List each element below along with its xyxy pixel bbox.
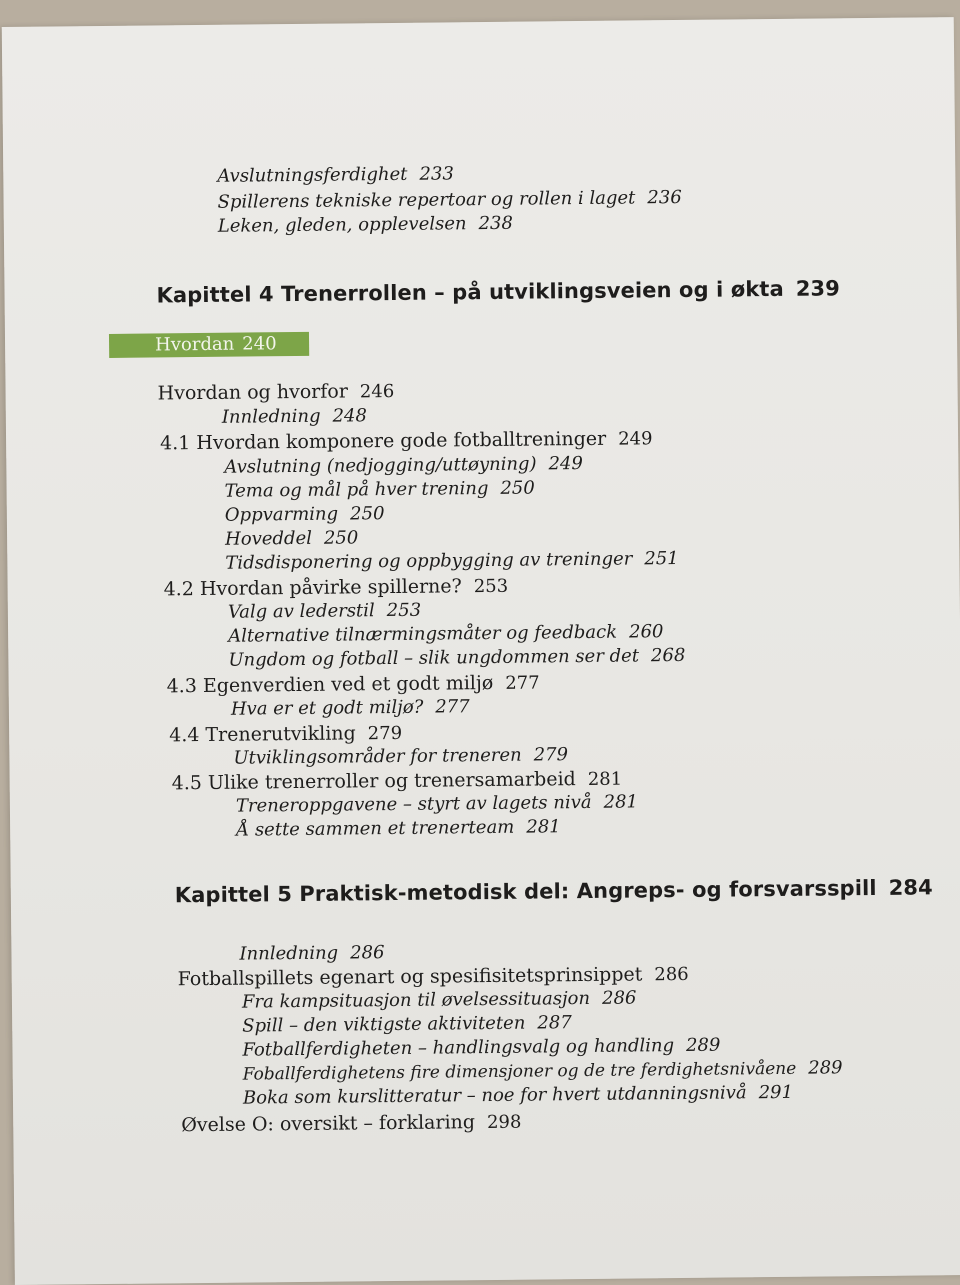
entry-title: Oppvarming xyxy=(224,503,339,526)
entry-title: Treneroppgavene – styrt av lagets nivå xyxy=(235,791,592,817)
entry-page: 250 xyxy=(323,527,359,549)
toc-entry xyxy=(217,162,454,188)
table-of-contents xyxy=(2,17,960,1285)
entry-page: 277 xyxy=(435,696,470,718)
entry-page: 250 xyxy=(500,477,535,499)
entry-title: Leken, gleden, opplevelsen xyxy=(217,213,467,237)
chapter-heading xyxy=(175,875,933,907)
entry-page: 291 xyxy=(758,1081,794,1104)
entry-page: 289 xyxy=(808,1057,843,1079)
toc-entry xyxy=(236,815,561,842)
entry-page: 277 xyxy=(505,672,540,694)
entry-title: Innledning xyxy=(221,405,321,428)
entry-title: Avslutningsferdighet xyxy=(217,163,408,187)
toc-entry xyxy=(225,547,679,576)
entry-page: 279 xyxy=(367,722,403,745)
entry-page: 249 xyxy=(548,452,584,475)
book-page xyxy=(2,17,960,1285)
chapter-page: 239 xyxy=(795,276,841,301)
entry-page: 268 xyxy=(650,644,686,667)
chapter-heading xyxy=(156,276,840,307)
chapter-title: Kapittel 5 Praktisk-metodisk del: Angreps- og forsvarsspill xyxy=(174,875,877,908)
entry-title: Tema og mål på hver trening xyxy=(224,477,489,502)
toc-entry xyxy=(218,212,513,239)
entry-page: 289 xyxy=(685,1034,721,1056)
entry-page: 281 xyxy=(603,791,639,813)
toc-entry xyxy=(242,986,637,1014)
section-title: Hvordan xyxy=(154,333,235,356)
entry-title: Tidsdisponering og oppbygging av treninger xyxy=(225,548,633,574)
entry-page: 248 xyxy=(332,405,368,427)
entry-page: 236 xyxy=(647,186,682,209)
entry-page: 249 xyxy=(618,428,653,450)
toc-entry xyxy=(236,790,638,818)
toc-entry xyxy=(233,743,568,771)
entry-title: 4.1 Hvordan komponere gode fotballtreninger xyxy=(159,427,607,455)
entry-page: 286 xyxy=(654,963,689,986)
entry-page: 286 xyxy=(601,987,637,1009)
entry-title: Hvordan og hvorfor xyxy=(157,380,348,405)
section-page: 240 xyxy=(242,333,277,355)
entry-title: Boka som kurslitteratur – noe for hvert utdanningsnivå xyxy=(242,1082,747,1109)
entry-page: 251 xyxy=(644,548,679,570)
entry-title: 4.5 Ulike trenerroller og trenersamarbeid xyxy=(171,768,576,795)
entry-title: Valg av lederstil xyxy=(227,600,375,623)
entry-page: 253 xyxy=(473,575,509,598)
entry-page: 238 xyxy=(478,212,513,235)
entry-page: 250 xyxy=(350,503,385,525)
entry-title: Ungdom og fotball – slik ungdommen ser det xyxy=(228,645,640,671)
toc-entry xyxy=(181,1110,521,1139)
entry-title: Spillerens tekniske repertoar og rollen i laget xyxy=(217,187,636,213)
entry-title: Innledning xyxy=(239,942,339,965)
entry-page: 279 xyxy=(533,744,569,766)
toc-entry xyxy=(222,404,367,430)
entry-title: Alternative tilnærmingsmåter og feedback xyxy=(228,621,618,647)
entry-title: Avslutning (nedjogging/uttøyning) xyxy=(224,453,537,478)
entry-title: Fra kampsituasjon til øvelsessituasjon xyxy=(241,987,591,1013)
toc-entry xyxy=(164,574,509,603)
entry-title: Fotballferdigheten – handlingsvalg og handling xyxy=(242,1035,675,1061)
toc-entry xyxy=(167,670,540,699)
entry-page: 286 xyxy=(350,942,385,964)
entry-title: Hva er et godt miljø? xyxy=(230,696,424,720)
entry-title: Utviklingsområder for treneren xyxy=(233,744,522,769)
entry-title: 4.3 Egenverdien ved et godt miljø xyxy=(166,671,494,698)
toc-entry xyxy=(169,721,402,748)
toc-entry xyxy=(225,502,385,528)
toc-entry xyxy=(225,526,358,551)
toc-entry xyxy=(243,1081,793,1111)
toc-entry xyxy=(224,477,534,504)
entry-title: Foballferdighetens fire dimensjoner og de tre ferdighetsnivåene xyxy=(242,1058,797,1085)
entry-page: 253 xyxy=(386,599,422,622)
entry-page: 260 xyxy=(628,621,664,643)
entry-title: Å sette sammen et trenerteam xyxy=(236,816,515,841)
toc-entry xyxy=(239,941,384,967)
entry-page: 281 xyxy=(526,816,561,838)
entry-title: 4.2 Hvordan påvirke spillerne? xyxy=(163,575,462,601)
entry-title: Hoveddel xyxy=(225,527,313,550)
entry-page: 287 xyxy=(537,1012,572,1034)
entry-page: 233 xyxy=(419,163,454,185)
toc-entry xyxy=(231,695,470,721)
entry-page: 246 xyxy=(359,380,395,403)
chapter-page: 284 xyxy=(888,875,933,900)
section-band xyxy=(109,332,309,358)
entry-page: 281 xyxy=(587,768,623,790)
toc-entry xyxy=(157,379,394,406)
entry-title: Fotballspillets egenart og spesifisitetsprinsippet xyxy=(177,963,643,991)
toc-entry xyxy=(228,599,421,625)
toc-entry xyxy=(228,644,685,673)
entry-title: Spill – den viktigste aktiviteten xyxy=(242,1012,526,1037)
entry-title: Øvelse O: oversikt – forklaring xyxy=(181,1111,476,1137)
chapter-title: Kapittel 4 Trenerrollen – på utviklingsveien og i økta xyxy=(156,276,784,308)
entry-title: 4.4 Trenerutvikling xyxy=(169,722,356,747)
toc-entry xyxy=(242,1011,572,1038)
toc-entry xyxy=(217,186,681,215)
entry-page: 298 xyxy=(486,1111,522,1134)
